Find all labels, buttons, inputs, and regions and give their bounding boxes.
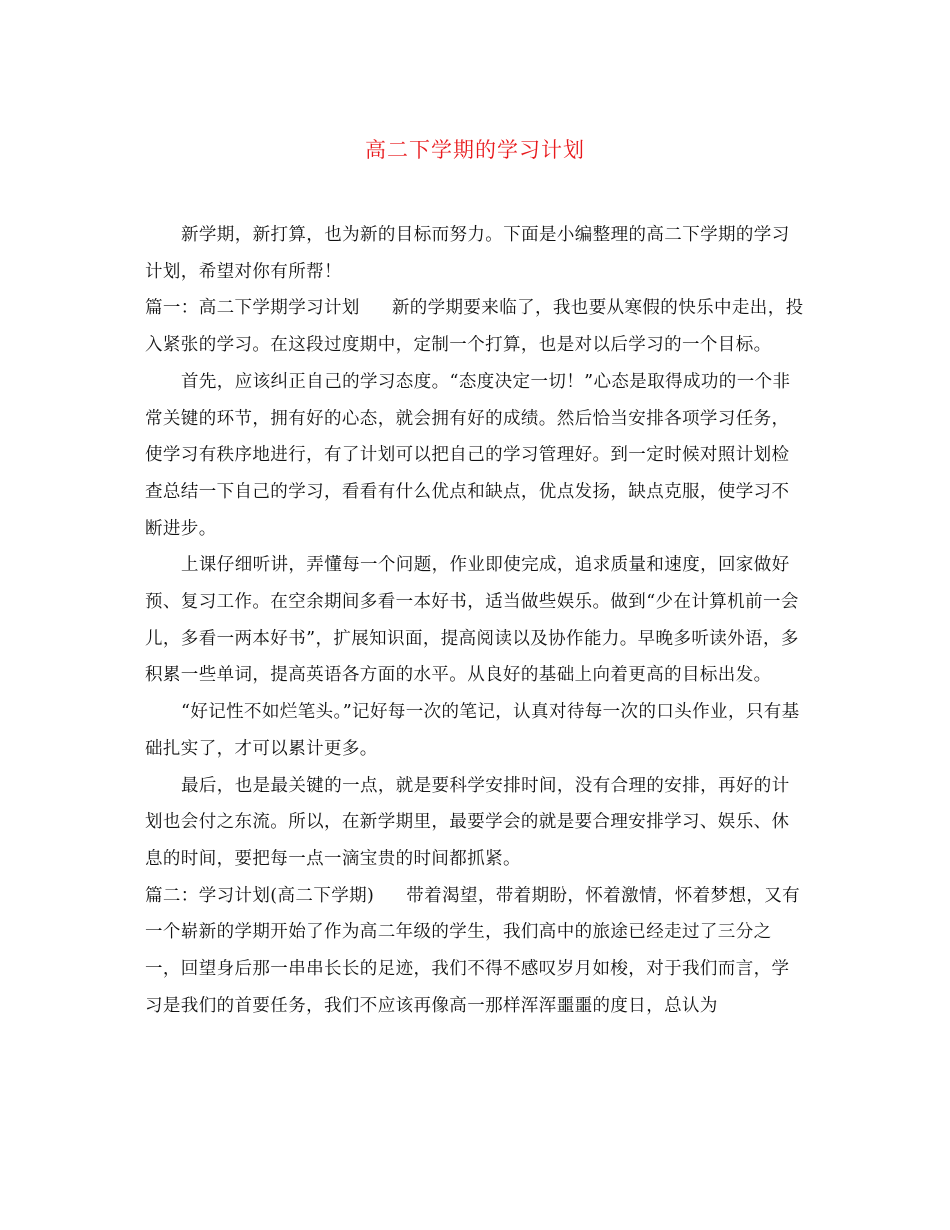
paragraph	[145, 290, 805, 363]
document-body	[145, 217, 805, 1024]
paragraph-text: 首先，应该纠正自己的学习态度。“态度决定一切！”心态是取得成功的一个非常关键的环节，拥有好的心态，就会拥有好的成绩。然后恰当安排各项学习任务，使学习有秩序地进行，有了计划可以把自己的学习管理好。到一定时候对照计划检查总结一下自己的学习，看看有什么优点和缺点，优点发扬，缺点克服，使学习不断进步。	[145, 371, 791, 539]
paragraph	[145, 878, 805, 1025]
paragraph-text: 带着渴望，带着期盼，怀着激情，怀着梦想，又有一个崭新的学期开始了作为高二年级的学生，我们高中的旅途已经走过了三分之一，回望身后那一串串长长的足迹，我们不得不感叹岁月如梭，对于我们而言，学习是我们的首要任务，我们不应该再像高一那样浑浑噩噩的度日，总认为	[145, 885, 801, 1016]
paragraph	[145, 217, 805, 290]
paragraph	[145, 364, 805, 548]
paragraph-text: 上课仔细听讲，弄懂每一个问题，作业即使完成，追求质量和速度，回家做好预、复习工作。在空余期间多看一本好书，适当做些娱乐。做到“少在计算机前一会儿，多看一两本好书”，扩展知识面，提高阅读以及协作能力。早晚多听读外语，多积累一些单词，提高英语各方面的水平。从良好的基础上向着更高的目标出发。	[145, 555, 799, 686]
paragraph	[145, 694, 805, 767]
paragraph-text: 新学期，新打算，也为新的目标而努力。下面是小编整理的高二下学期的学习计划，希望对你有所帮！	[145, 225, 790, 282]
paragraph-text: 新的学期要来临了，我也要从寒假的快乐中走出，投入紧张的学习。在这段过度期中，定制一个打算，也是对以后学习的一个目标。	[145, 298, 804, 356]
paragraph	[145, 547, 805, 694]
paragraph-text: 最后，也是最关键的一点，就是要科学安排时间，没有合理的安排，再好的计划也会付之东流。所以，在新学期里，最要学会的就是要合理安排学习、娱乐、休息的时间，要把每一点一滴宝贵的时间都抓紧。	[145, 775, 790, 869]
section-heading: 篇二：学习计划(高二下学期)	[145, 885, 375, 906]
paragraph	[145, 768, 805, 878]
document-title: 高二下学期的学习计划	[365, 138, 585, 162]
section-heading: 篇一：高二下学期学习计划	[145, 298, 360, 319]
paragraph-text: “好记性不如烂笔头。”记好每一次的笔记，认真对待每一次的口头作业，只有基础扎实了，才可以累计更多。	[145, 702, 800, 759]
